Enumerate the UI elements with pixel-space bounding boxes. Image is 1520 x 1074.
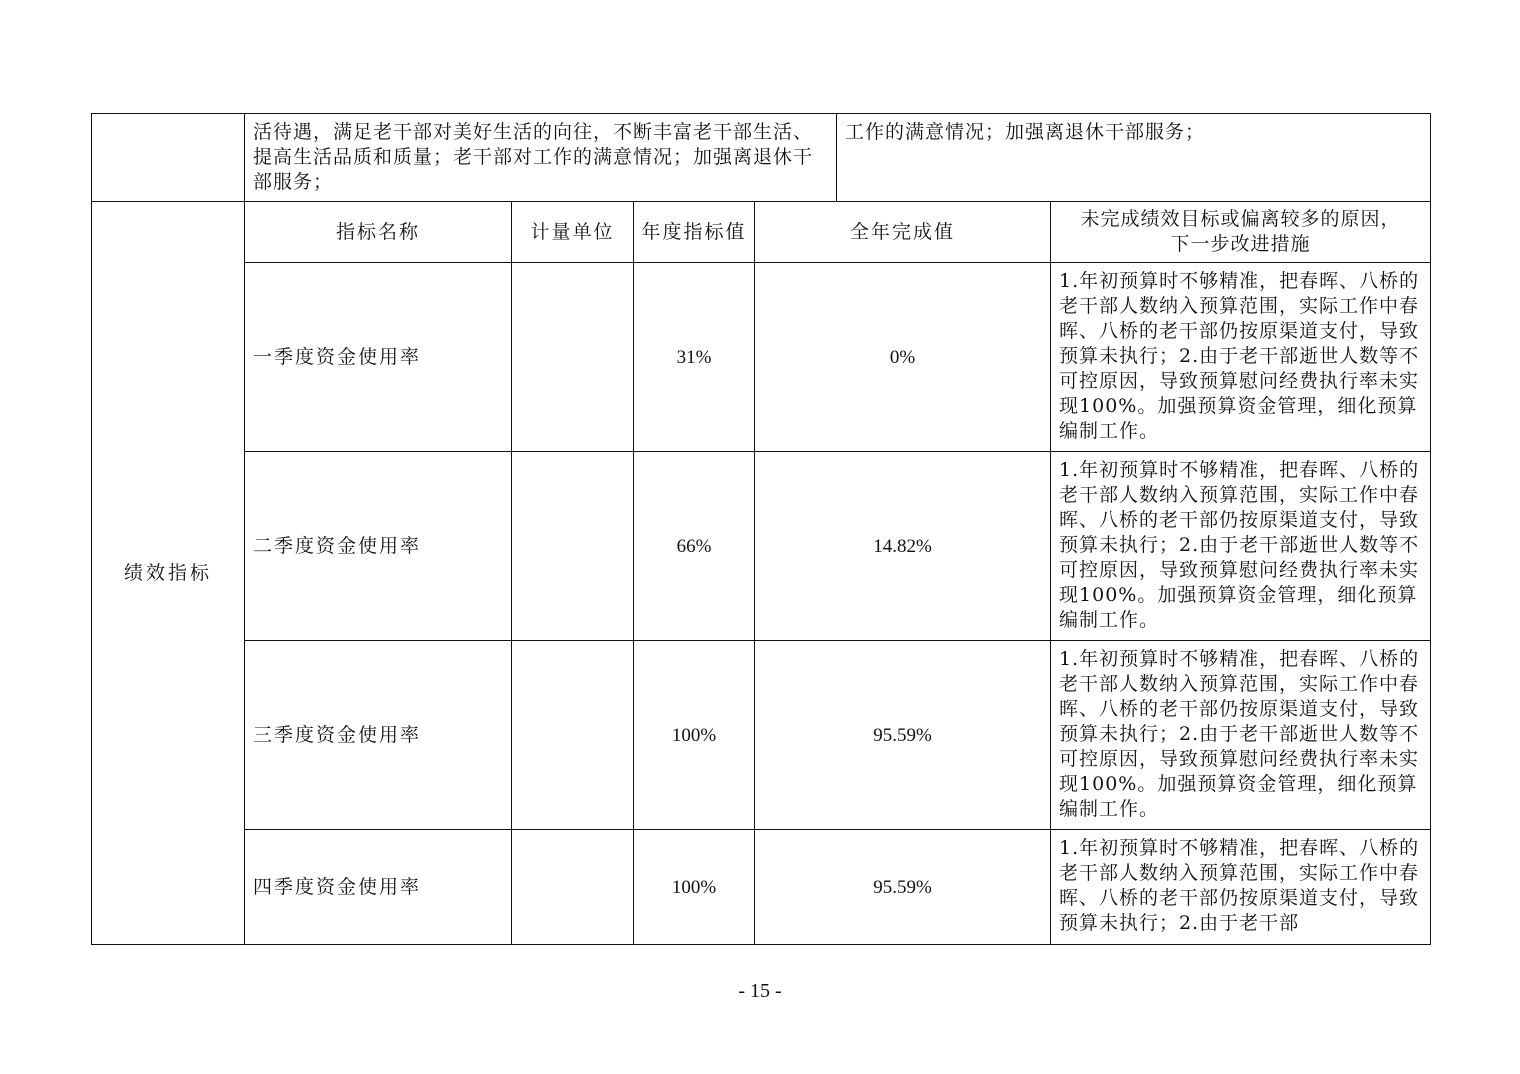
indicator-reason: 1.年初预算时不够精准，把春晖、八桥的老干部人数纳入预算范围，实际工作中春晖、八桥的老干部仍按原渠道支付，导致预算未执行；2.由于老干部逝世人数等不可控原因，导致预算慰问经费执行率未实现100%。加强预算资金管理，细化预算编制工作。 <box>1051 641 1431 830</box>
table-row <box>92 641 1431 830</box>
continuation-right-text: 工作的满意情况；加强离退休干部服务； <box>837 114 1431 202</box>
header-reason <box>1051 202 1431 263</box>
page-number: - 15 - <box>738 980 782 1002</box>
indicator-target: 31% <box>634 263 755 452</box>
indicator-name: 二季度资金使用率 <box>245 452 512 641</box>
indicator-unit <box>512 263 634 452</box>
indicator-reason-cell <box>1051 830 1431 945</box>
header-unit: 计量单位 <box>512 202 634 263</box>
indicator-reason: 1.年初预算时不够精准，把春晖、八桥的老干部人数纳入预算范围，实际工作中春晖、八桥的老干部仍按原渠道支付，导致预算未执行；2.由于老干部逝世人数等不可控原因，导致预算慰问经费执行率未实现100%。加强预算资金管理，细化预算编制工作。 <box>1051 452 1431 641</box>
header-annual-target: 年度指标值 <box>634 202 755 263</box>
header-reason-line1: 未完成绩效目标或偏离较多的原因， <box>1080 208 1401 230</box>
header-annual-actual: 全年完成值 <box>755 202 1051 263</box>
category-label: 绩效指标 <box>92 202 245 945</box>
indicator-actual: 95.59% <box>755 830 1051 945</box>
table-row <box>92 263 1431 452</box>
indicator-unit <box>512 452 634 641</box>
continuation-empty-cell <box>92 114 245 202</box>
continuation-row <box>92 114 1431 202</box>
header-indicator-name: 指标名称 <box>245 202 512 263</box>
indicator-actual: 95.59% <box>755 641 1051 830</box>
indicator-target: 100% <box>634 830 755 945</box>
indicator-target: 100% <box>634 641 755 830</box>
indicator-name: 一季度资金使用率 <box>245 263 512 452</box>
table-row <box>92 452 1431 641</box>
continuation-left-text: 活待遇，满足老干部对美好生活的向往，不断丰富老干部生活、提高生活品质和质量；老干部对工作的满意情况；加强离退休干部服务； <box>245 114 837 202</box>
indicator-unit <box>512 830 634 945</box>
indicator-reason: 1.年初预算时不够精准，把春晖、八桥的老干部人数纳入预算范围，实际工作中春晖、八桥的老干部仍按原渠道支付，导致预算未执行；2.由于老干部 <box>1059 837 1420 934</box>
header-row <box>92 202 1431 263</box>
indicator-actual: 0% <box>755 263 1051 452</box>
indicator-target: 66% <box>634 452 755 641</box>
indicator-reason: 1.年初预算时不够精准，把春晖、八桥的老干部人数纳入预算范围，实际工作中春晖、八桥的老干部仍按原渠道支付，导致预算未执行；2.由于老干部逝世人数等不可控原因，导致预算慰问经费执行率未实现100%。加强预算资金管理，细化预算编制工作。 <box>1051 263 1431 452</box>
indicator-name: 三季度资金使用率 <box>245 641 512 830</box>
indicator-name: 四季度资金使用率 <box>245 830 512 945</box>
performance-table <box>91 113 1431 945</box>
table-row <box>92 830 1431 945</box>
header-reason-line2: 下一步改进措施 <box>1170 233 1311 255</box>
indicator-actual: 14.82% <box>755 452 1051 641</box>
indicator-unit <box>512 641 634 830</box>
